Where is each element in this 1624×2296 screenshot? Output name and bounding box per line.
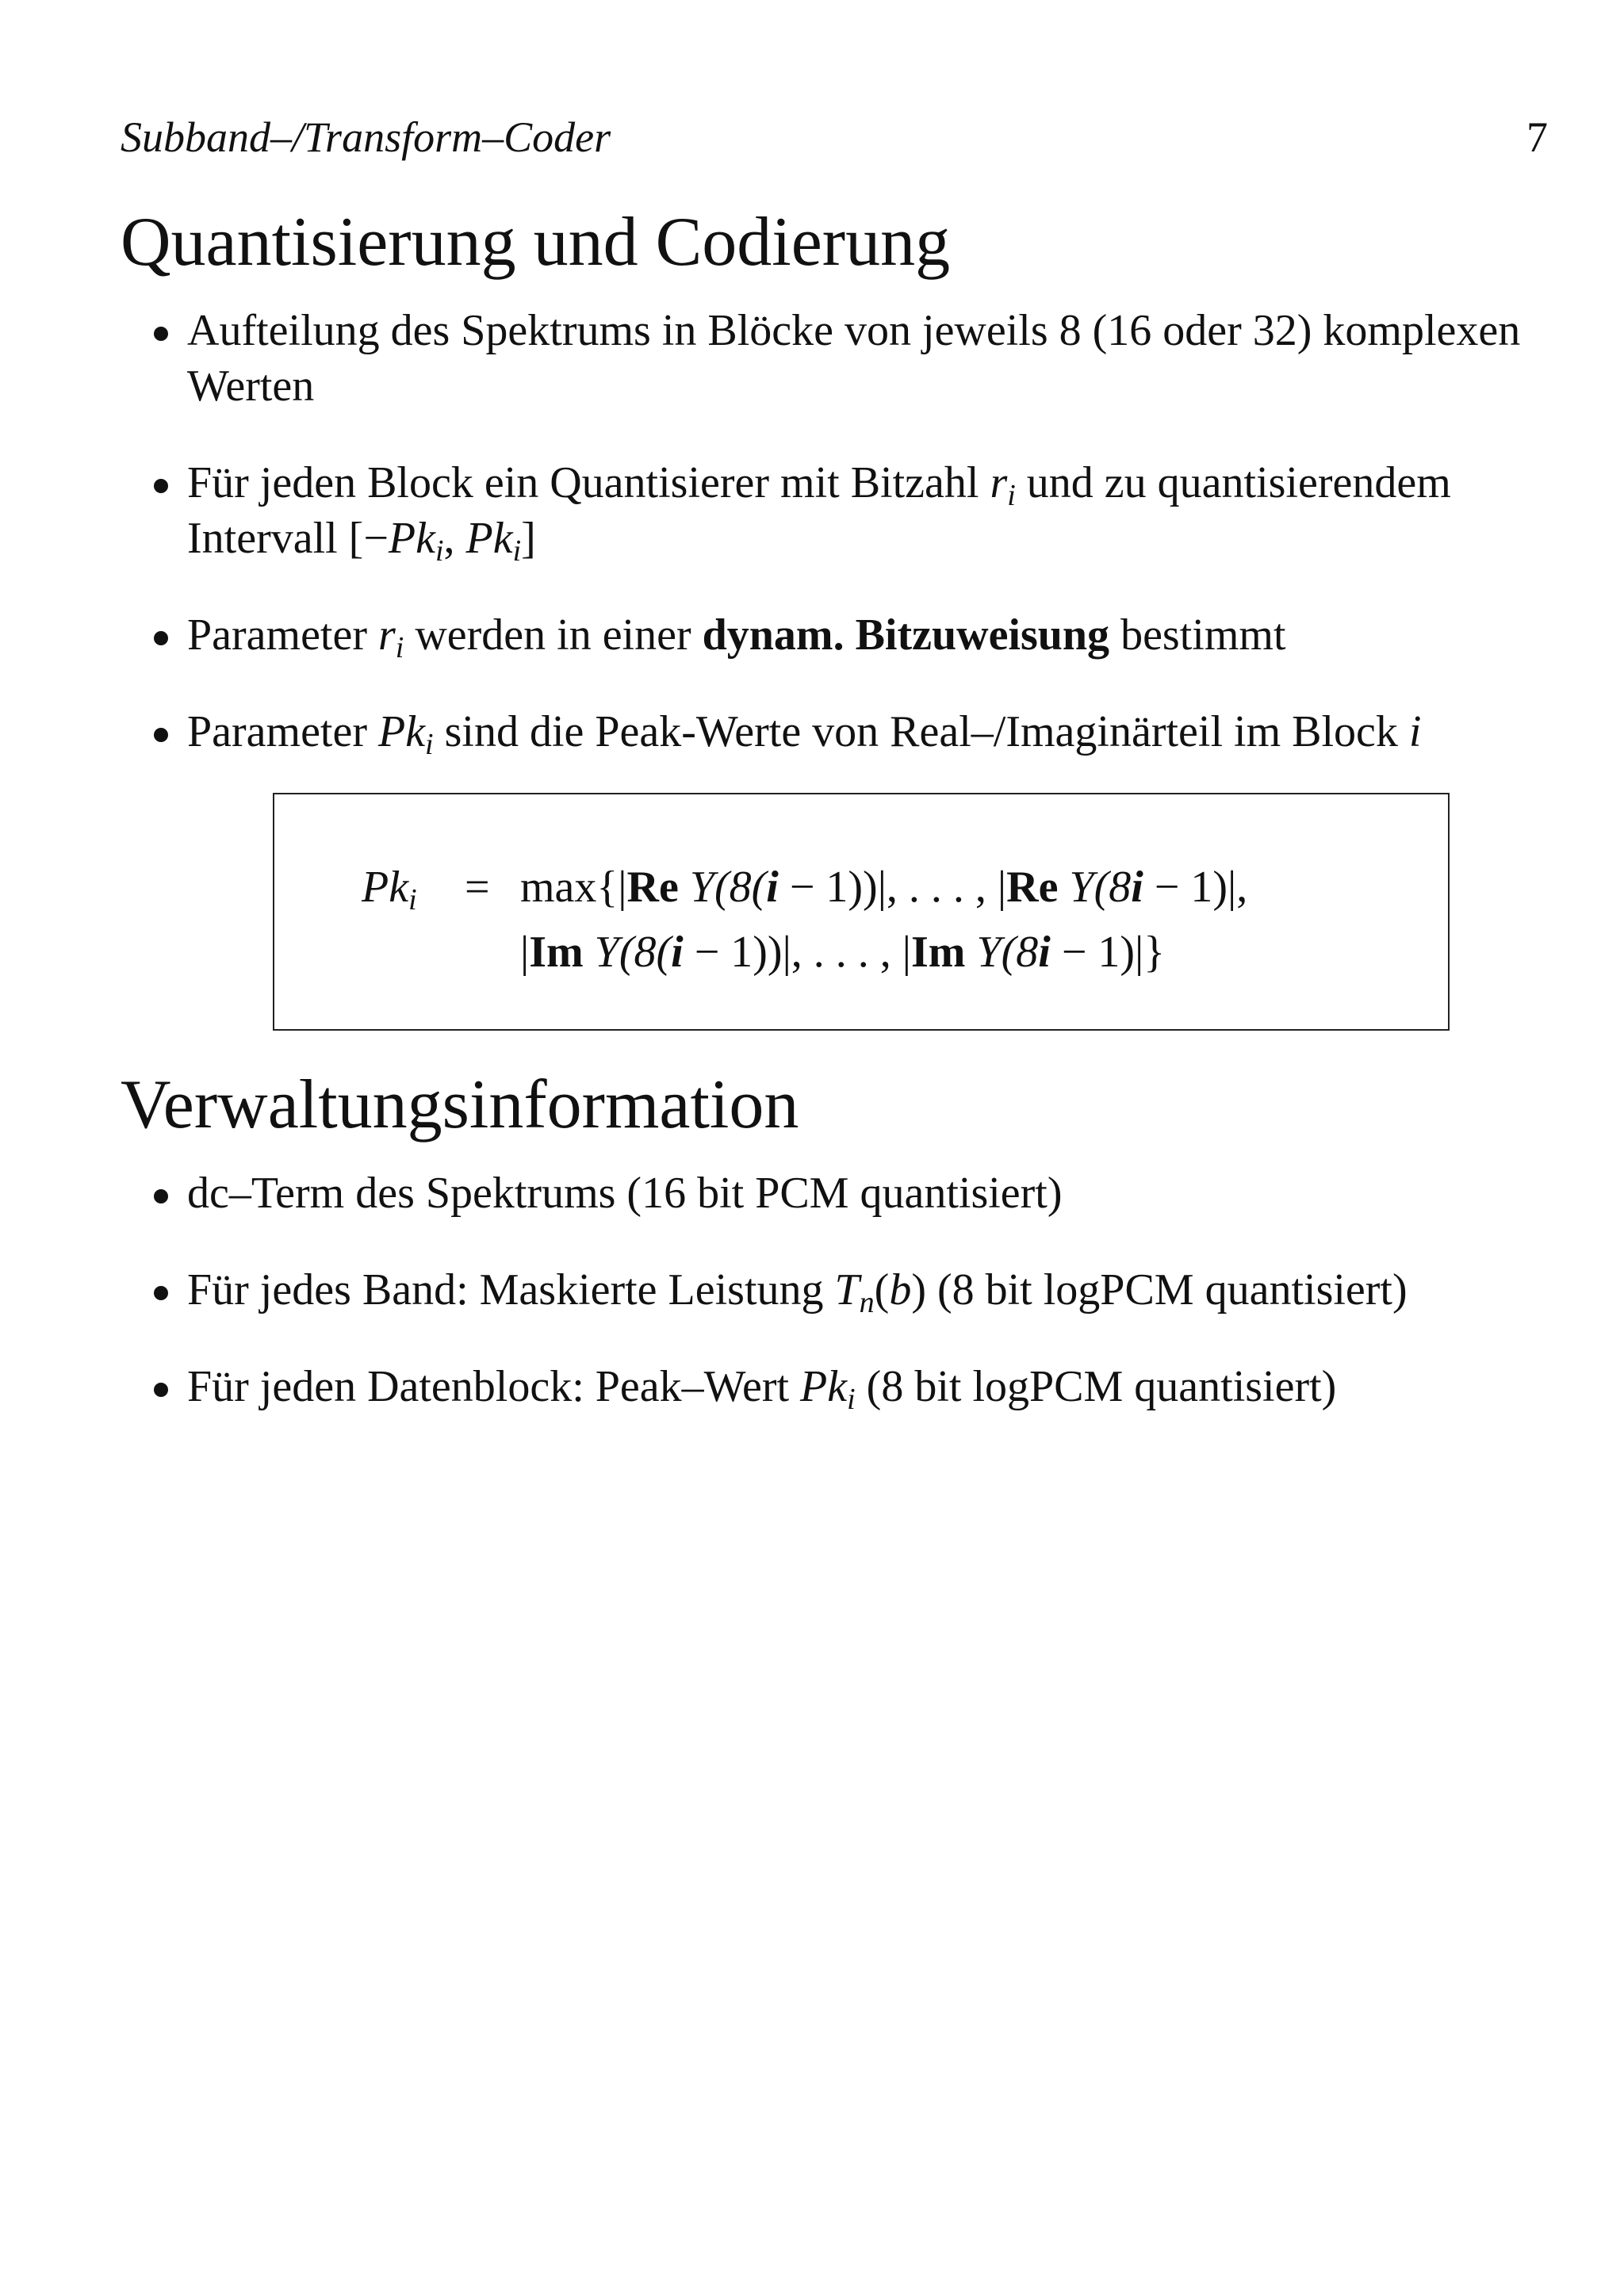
bold-term: dynam. Bitzuweisung (702, 610, 1110, 660)
bullet-text-line2: Werten (187, 362, 315, 411)
bullet-text: bestimmt (1109, 610, 1286, 660)
math-var-i: i (766, 863, 779, 912)
section-heading-quantisierung: Quantisierung und Codierung (121, 204, 951, 281)
list-item (121, 303, 1548, 414)
bullet-dot-icon (154, 1189, 168, 1203)
math-sub-n: n (859, 1286, 875, 1319)
bullet-list-verwaltung (121, 1165, 1548, 1456)
bullet-text-line1: Aufteilung des Spektrums in Blöcke von jeweils 8 (16 oder 32) komplexen (187, 306, 1521, 355)
formula-text: Y(8 (1058, 863, 1132, 912)
math-var-pk: Pk (465, 514, 513, 563)
formula-im: Im (529, 928, 584, 977)
running-header (121, 113, 1548, 168)
math-sub-i: i (512, 534, 522, 568)
math-var-r: r (990, 458, 1008, 507)
math-sub-i: i (395, 631, 404, 664)
math-var-i: i (671, 928, 684, 977)
math-sub-i: i (408, 883, 417, 916)
formula-text: | (520, 928, 530, 977)
bullet-dot-icon (154, 631, 168, 645)
formula-im: Im (911, 928, 966, 977)
formula-text: Y(8( (583, 928, 672, 977)
math-var-i: i (1038, 928, 1051, 977)
math-var-pk: Pk (800, 1362, 848, 1411)
list-item (121, 607, 1548, 663)
math-var-pk: Pk (388, 514, 435, 563)
math-var-i: i (1131, 863, 1143, 912)
bullet-text: und zu quantisierendem (1015, 458, 1451, 507)
formula-text: − 1)|, (1143, 863, 1248, 912)
formula-row-2 (520, 924, 1165, 980)
formula-box (273, 793, 1450, 1031)
bullet-text: (8 bit logPCM quantisiert) (855, 1362, 1337, 1411)
bullet-text: dc–Term des Spektrums (16 bit PCM quantisiert) (187, 1169, 1063, 1218)
math-var-pk: Pk (377, 707, 426, 756)
formula-row-1 (520, 859, 1247, 915)
math-sub-i: i (435, 534, 444, 568)
formula-text: max{| (520, 863, 627, 912)
bullet-text: sind die Peak-Werte von Real–/Imaginärteil im Block (433, 707, 1409, 756)
bullet-dot-icon (154, 728, 168, 742)
bullet-text: ) (8 bit logPCM quantisiert) (911, 1265, 1408, 1314)
formula-lhs (362, 859, 417, 915)
list-item (121, 1165, 1548, 1221)
bullet-text: Parameter (187, 707, 378, 756)
list-item (121, 455, 1548, 566)
math-var-t: T (834, 1265, 860, 1314)
section-heading-verwaltung: Verwaltungsinformation (121, 1066, 799, 1143)
formula-equals: = (465, 863, 490, 912)
math-var-r: r (377, 610, 396, 660)
bullet-dot-icon (154, 479, 168, 493)
formula-text: Y(8 (965, 928, 1039, 977)
bullet-dot-icon (154, 1383, 168, 1397)
formula-text: Y(8( (678, 863, 767, 912)
bullet-text: Parameter (187, 610, 378, 660)
list-item (121, 1359, 1548, 1414)
bullet-list-quantisierung (121, 303, 1548, 801)
math-var-pk: Pk (362, 863, 409, 912)
formula-text: − 1)|} (1050, 928, 1166, 977)
bullet-text: ( (874, 1265, 890, 1314)
math-sub-i: i (1007, 479, 1016, 512)
bullet-text: , (443, 514, 466, 563)
formula-re: Re (626, 863, 679, 912)
bullet-dot-icon (154, 1286, 168, 1300)
list-item (121, 704, 1548, 760)
running-title: Subband–/Transform–Coder (121, 113, 611, 161)
bullet-text: Für jedes Band: Maskierte Leistung (187, 1265, 835, 1314)
formula-text: − 1))|, . . . , | (683, 928, 911, 977)
formula-re: Re (1006, 863, 1059, 912)
formula-text: − 1))|, . . . , | (778, 863, 1007, 912)
bullet-text: werden in einer (404, 610, 703, 660)
bullet-text: Für jeden Block ein Quantisierer mit Bitzahl (187, 458, 990, 507)
bullet-text: Intervall [− (187, 514, 389, 563)
math-sub-i: i (847, 1383, 856, 1416)
bullet-text: Für jeden Datenblock: Peak–Wert (187, 1362, 801, 1411)
math-var-b: b (889, 1265, 912, 1314)
bullet-dot-icon (154, 327, 168, 341)
bullet-text: ] (521, 514, 536, 563)
page-number: 7 (1526, 113, 1548, 161)
math-sub-i: i (425, 728, 434, 761)
list-item (121, 1262, 1548, 1318)
math-var-i: i (1408, 707, 1422, 756)
